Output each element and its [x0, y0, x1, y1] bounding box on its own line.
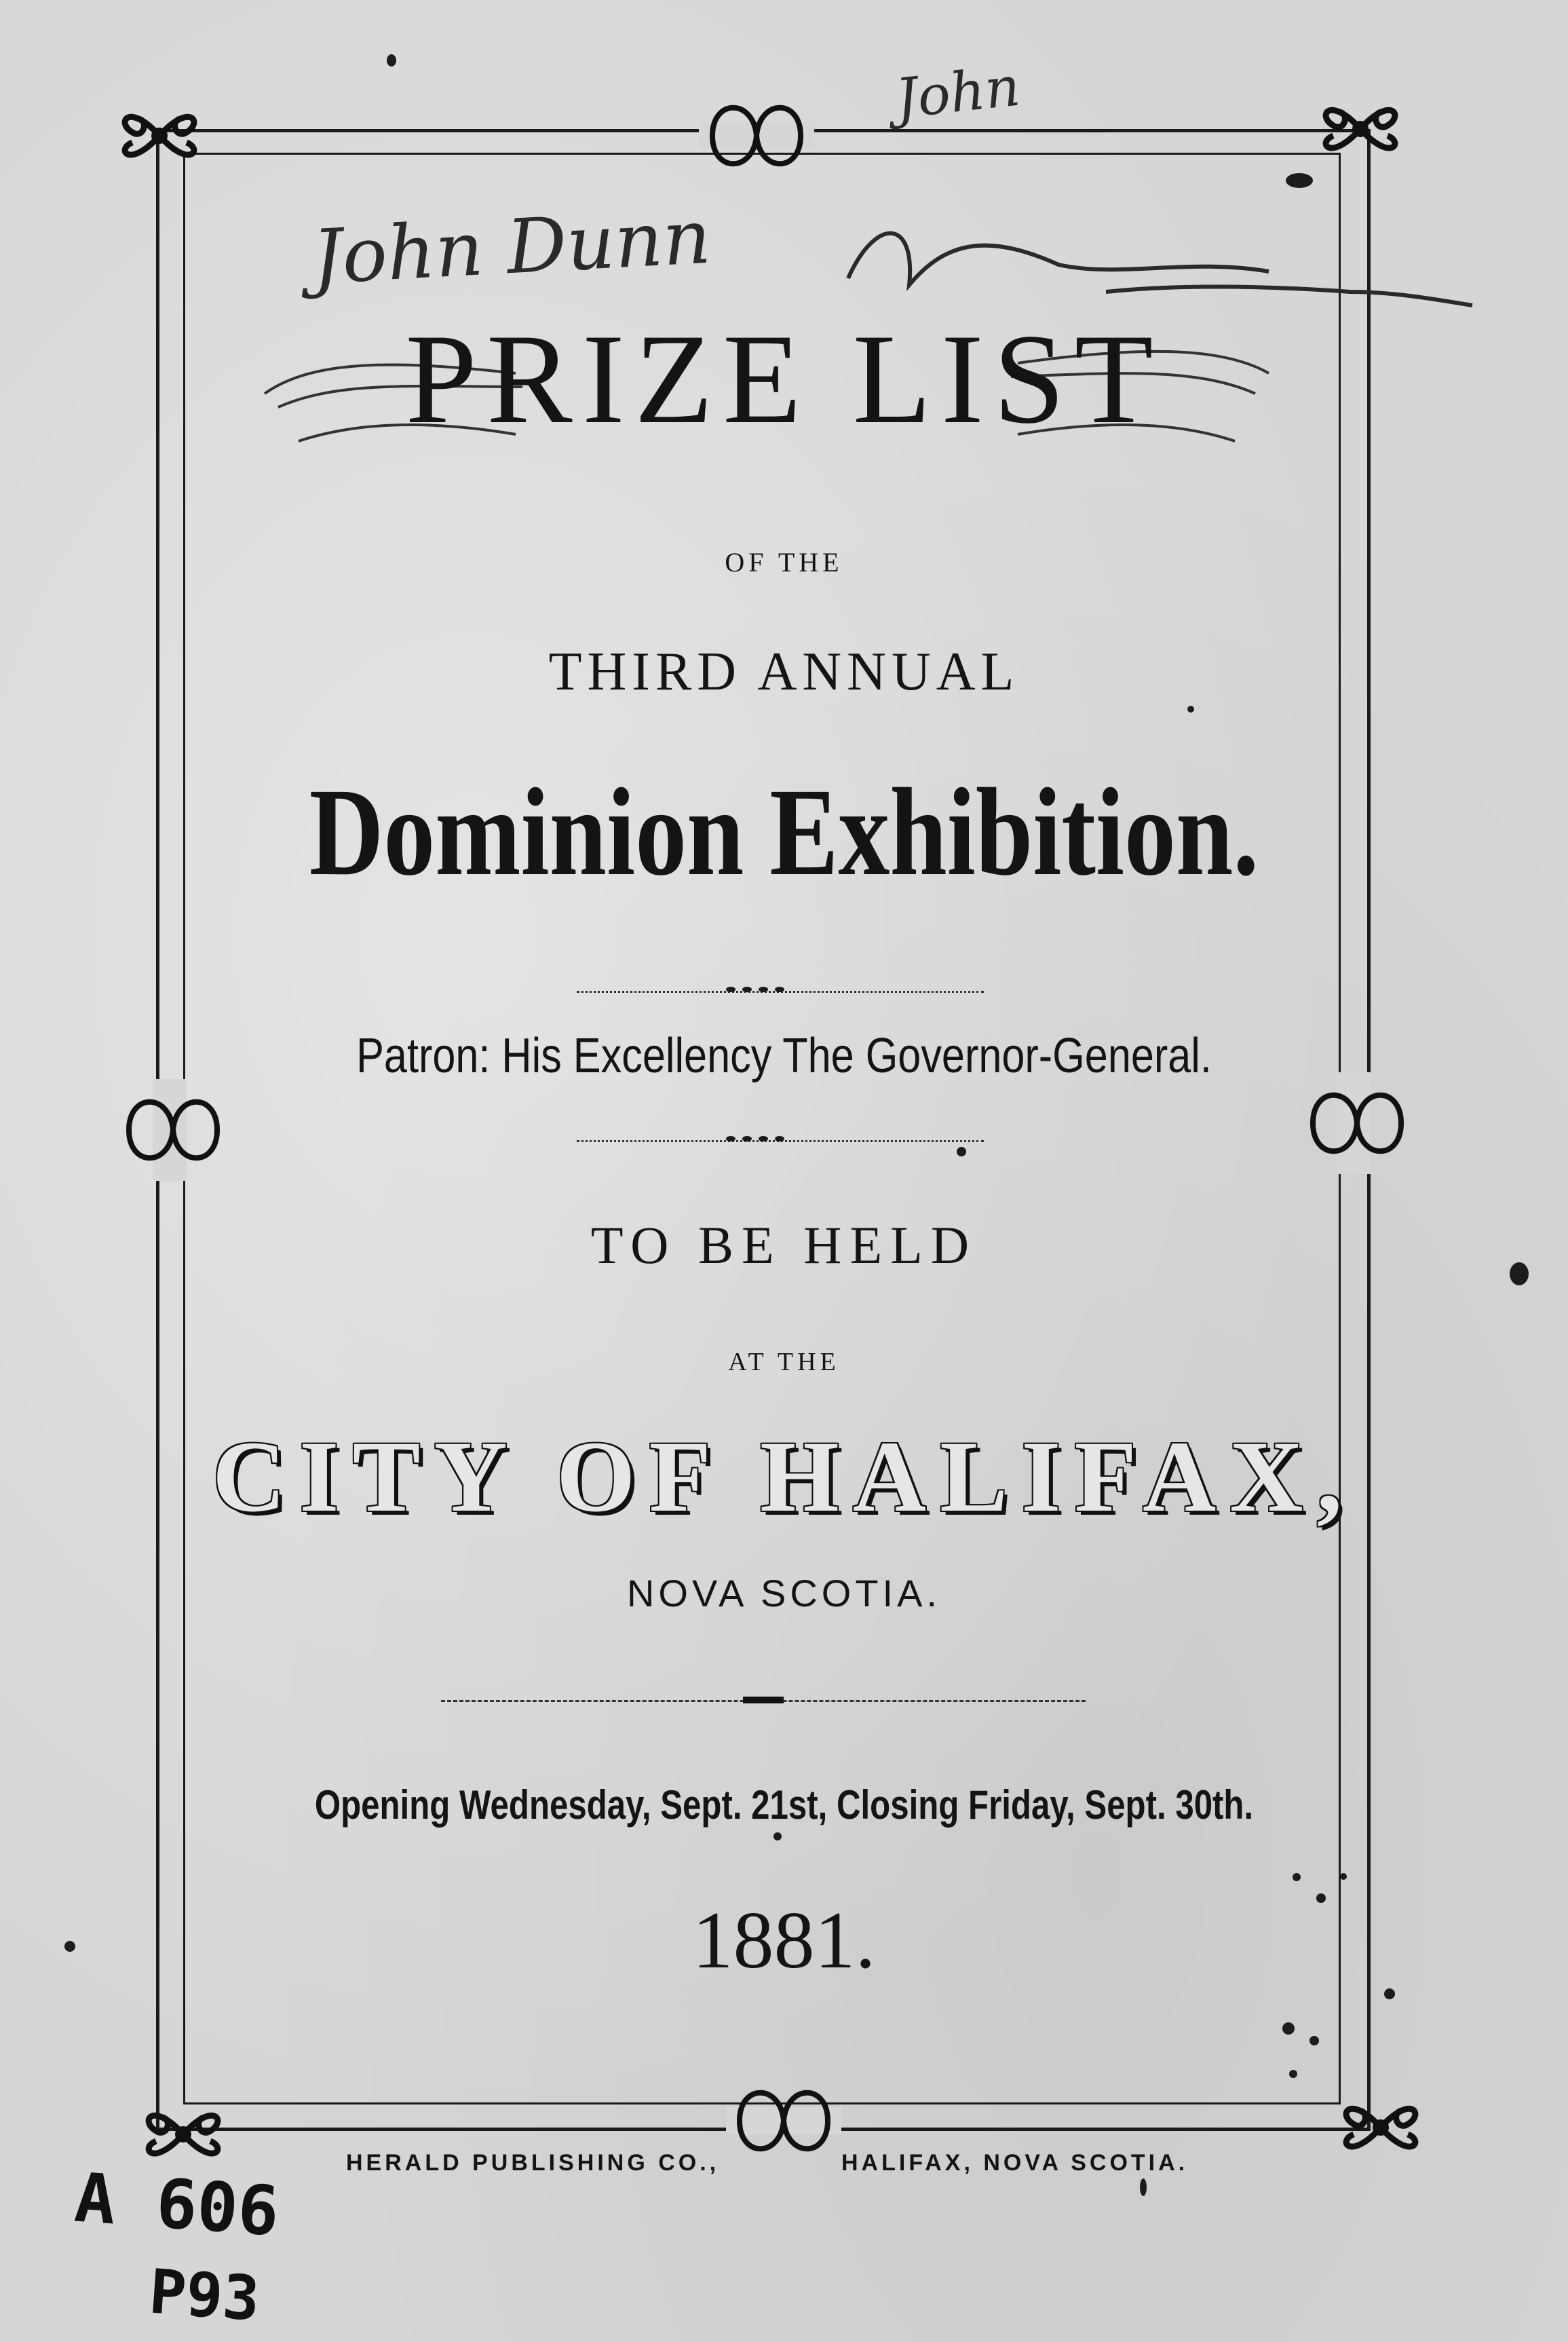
ink-speck — [1316, 1893, 1326, 1903]
ink-speck — [1187, 706, 1194, 713]
shelfmark-line-1: A 606 — [72, 2157, 282, 2252]
year-text: 1881. — [692, 1895, 876, 1985]
city-heading: CITY OF HALIFAX, — [212, 1420, 1356, 1533]
province-text: NOVA SCOTIA. — [626, 1572, 942, 1614]
to-be-held-text: TO BE HELD — [590, 1215, 978, 1274]
top-loop-ornament-icon — [699, 85, 814, 187]
ink-speck — [1293, 1873, 1301, 1881]
of-the-text: OF THE — [725, 547, 843, 578]
divider-bar — [743, 1697, 784, 1703]
ink-speck — [1286, 173, 1313, 188]
right-loop-ornament-icon — [1299, 1072, 1415, 1174]
shelfmark-line-2: P93 — [147, 2256, 263, 2335]
left-loop-ornament-icon — [115, 1079, 231, 1181]
corner-flourish-icon — [102, 81, 217, 190]
exhibition-name: Dominion Exhibition. — [309, 763, 1259, 902]
ink-speck — [1140, 2178, 1147, 2196]
publisher-location: HALIFAX, NOVA SCOTIA. — [841, 2150, 1189, 2176]
corner-flourish-icon — [1303, 75, 1418, 183]
ink-speck — [1309, 2036, 1319, 2045]
publisher-name: HERALD PUBLISHING CO., — [346, 2150, 720, 2176]
divider-ornament-icon — [726, 987, 784, 992]
ink-speck — [387, 54, 396, 67]
ink-speck — [773, 1832, 782, 1840]
patron-line: Patron: His Excellency The Governor-General. — [356, 1029, 1212, 1083]
third-annual-text: THIRD ANNUAL — [548, 642, 1020, 702]
ink-speck — [1289, 2070, 1297, 2078]
ink-speck — [1340, 1873, 1347, 1880]
handwritten-name-top: John — [892, 54, 1023, 131]
bottom-loop-ornament-icon — [726, 2070, 841, 2172]
handwritten-signature: John Dunn — [310, 193, 713, 301]
page-title: PRIZE LIST — [405, 308, 1163, 451]
ink-speck — [1384, 1988, 1395, 1999]
ink-speck — [64, 1941, 75, 1952]
dates-line: Opening Wednesday, Sept. 21st, Closing Friday, Sept. 30th. — [314, 1782, 1254, 1828]
ink-speck — [1510, 1262, 1529, 1285]
ink-speck — [957, 1147, 966, 1156]
corner-flourish-icon — [1323, 2073, 1438, 2182]
at-the-text: AT THE — [728, 1348, 840, 1376]
ink-speck — [1282, 2022, 1295, 2035]
divider-ornament-icon — [726, 1136, 784, 1141]
